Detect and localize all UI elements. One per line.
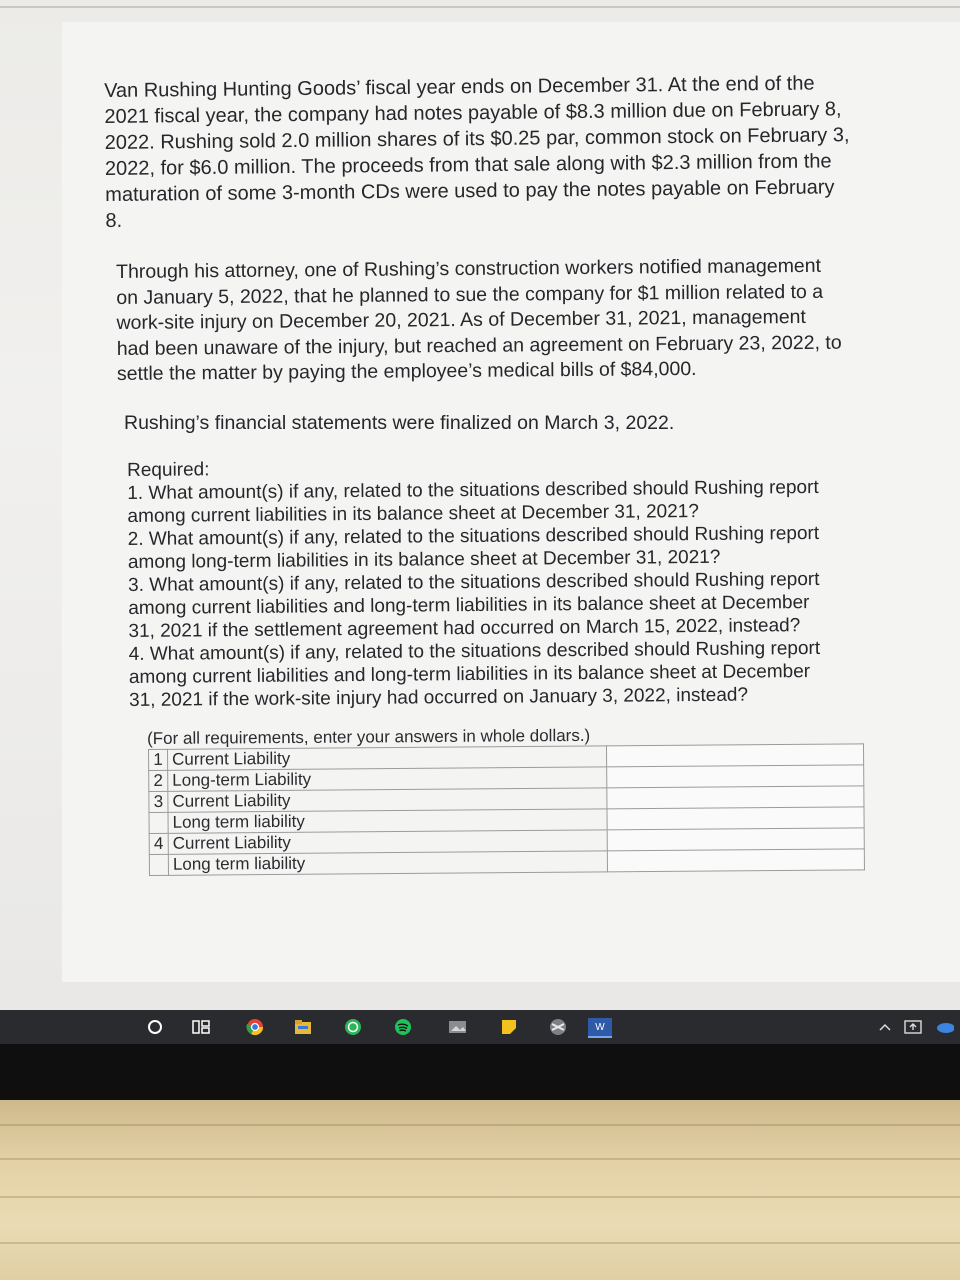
chrome-icon[interactable] bbox=[246, 1018, 264, 1036]
liability-label: Current Liability bbox=[168, 746, 607, 770]
whatsapp-icon[interactable] bbox=[344, 1018, 362, 1036]
file-explorer-icon[interactable] bbox=[294, 1018, 312, 1036]
answer-input[interactable] bbox=[607, 849, 864, 872]
chevron-up-icon[interactable] bbox=[876, 1018, 894, 1036]
answer-input[interactable] bbox=[607, 807, 864, 830]
cloud-icon[interactable] bbox=[936, 1018, 954, 1036]
word-icon[interactable] bbox=[588, 1018, 612, 1038]
liability-label: Long-term Liability bbox=[168, 767, 607, 791]
requirement-number: 4 bbox=[149, 833, 168, 854]
liability-label: Long term liability bbox=[168, 851, 607, 875]
required-questions: Required: 1. What amount(s) if any, related to the situations described should Rushing report among current liabilities in its balance sheet at December 31, 2021? 2. What amount(s) if any, related to the situations described should Rushing report among long-term liabilities in its balance sheet at December 31, 2021? 3. What amount(s) if any, related to the situations described should Rushing report among current liabilities and long-term liabilities in its balance sheet at December 31, 2021 if the settlement agreement had occurred on March 15, 2022, instead? 4. What amount(s) if any, related to the situations described should Rushing report among current liabilities and long-term liabilities in its balance sheet at December 31, 2021 if the work-site injury had occurred on January 3, 2022, instead? bbox=[127, 459, 821, 711]
answer-input[interactable] bbox=[607, 828, 864, 851]
answer-input[interactable] bbox=[606, 744, 863, 767]
photos-icon[interactable] bbox=[448, 1018, 466, 1036]
requirement-number bbox=[149, 854, 168, 875]
answer-table bbox=[148, 743, 865, 876]
answer-input[interactable] bbox=[607, 786, 864, 809]
sticky-notes-icon[interactable] bbox=[500, 1018, 518, 1036]
answer-note: (For all requirements, enter your answers in whole dollars.) bbox=[147, 725, 591, 748]
windows-taskbar bbox=[0, 1010, 960, 1044]
snip-icon[interactable] bbox=[548, 1018, 566, 1036]
window-edge bbox=[0, 6, 960, 8]
desk-grain bbox=[0, 1158, 960, 1160]
requirement-number: 2 bbox=[149, 770, 168, 791]
spotify-icon[interactable] bbox=[394, 1018, 412, 1036]
requirement-number bbox=[149, 812, 168, 833]
paragraph-lawsuit: Through his attorney, one of Rushing’s construction workers notified management on January 5, 2022, that he planned to sue the company for $1 million related to a work-site injury on December 20, 2021. As of December 31, 2021, management had been unaware of the injury, but reached an agreement on February 23, 2022, to settle the matter by paying the employee’s medical bills of $84,000. bbox=[116, 254, 842, 385]
requirement-number: 1 bbox=[149, 749, 168, 770]
paragraph-finalized: Rushing’s financial statements were finalized on March 3, 2022. bbox=[124, 412, 675, 434]
desk-grain bbox=[0, 1196, 960, 1198]
answer-input[interactable] bbox=[607, 765, 864, 788]
search-icon[interactable] bbox=[146, 1018, 164, 1036]
desk-surface bbox=[0, 1100, 960, 1280]
word-icon-label: W bbox=[595, 1021, 605, 1033]
requirement-number: 3 bbox=[149, 791, 168, 812]
monitor-bezel bbox=[0, 1044, 960, 1100]
desk-grain bbox=[0, 1242, 960, 1244]
action-center-icon[interactable] bbox=[904, 1018, 922, 1036]
desk-grain bbox=[0, 1124, 960, 1126]
paragraph-notes-payable: Van Rushing Hunting Goods’ fiscal year ends on December 31. At the end of the 2021 fiscal year, the company had notes payable of $8.3 million due on February 8, 2022. Rushing sold 2.0 million shares of its $0.25 par, common stock on February 3, 2022, for $6.0 million. The proceeds from that sale along with $2.3 million from the maturation of some 3-month CDs were used to pay the notes payable on February 8. bbox=[104, 72, 850, 232]
liability-label: Current Liability bbox=[168, 830, 607, 854]
task-view-icon[interactable] bbox=[192, 1018, 210, 1036]
liability-label: Long term liability bbox=[168, 809, 607, 833]
liability-label: Current Liability bbox=[168, 788, 607, 812]
